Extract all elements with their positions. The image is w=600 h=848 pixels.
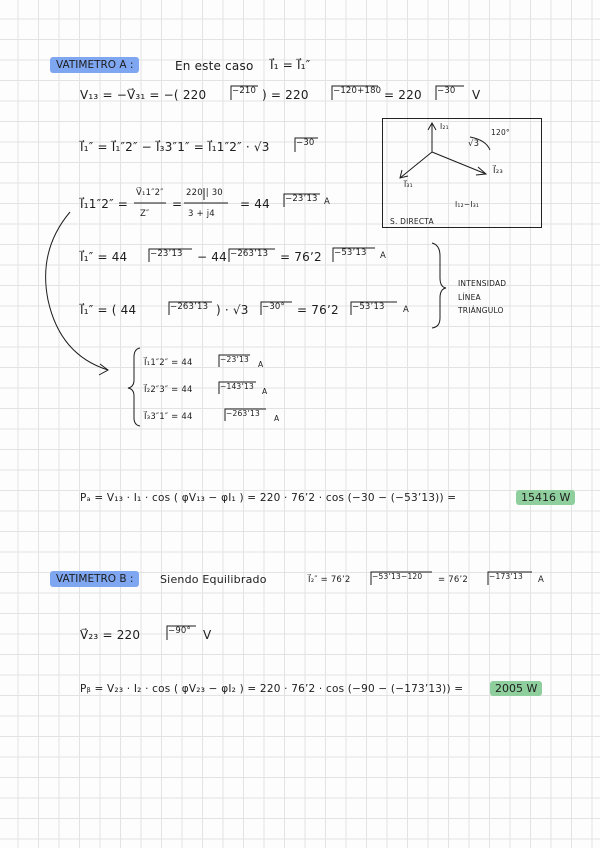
- pa-formula: Pₐ = V₁₃ · I₁ · cos ( φV₁₃ − φI₁ ) = 220 · 76ʼ2 · cos (−30 − (−53ʼ13)) =: [80, 492, 457, 504]
- v13-angle-2: −120+180: [333, 86, 382, 96]
- v13-angle-3: −30: [437, 86, 456, 96]
- diagram-label-i12: I₁₂−I₃₁: [455, 200, 480, 209]
- v23-unit: V: [203, 628, 212, 642]
- list-item-2-angle: −143ʼ13: [220, 382, 254, 391]
- i1-angle: −30: [296, 138, 315, 148]
- list-item-1-lhs: I⃗₁1″2″ = 44: [144, 358, 193, 368]
- frac1-num: V⃗₁1″2″: [136, 188, 164, 198]
- i2-unit: A: [538, 575, 545, 585]
- i12-result: = 44: [240, 197, 270, 211]
- i2-line: I⃗₂″ = 76ʼ2: [308, 575, 351, 585]
- i1b-angle-3: −53ʼ13: [352, 302, 385, 312]
- pb-result: 2005 W: [490, 681, 542, 696]
- i12-unit: A: [324, 197, 331, 207]
- list-item-2-lhs: I⃗₂2″3″ = 44: [144, 385, 193, 395]
- diagram-label-sequence: S. DIRECTA: [390, 217, 434, 226]
- i12-angle: −23ʼ13: [285, 194, 318, 204]
- v23-angle: −90°: [168, 626, 191, 636]
- pa-result: 15416 W: [516, 490, 575, 505]
- v13-mid: ) = 220: [262, 88, 309, 102]
- v13-angle-1: −210: [232, 86, 257, 96]
- i1b-line: I⃗₁″ = ( 44: [80, 303, 137, 317]
- list-item-3-lhs: I⃗₃3″1″ = 44: [144, 412, 193, 422]
- section-b-label: VATIMETRO B :: [50, 571, 139, 587]
- list-item-1-angle: −23ʼ13: [220, 355, 249, 364]
- section-a-intro: En este caso: [175, 59, 254, 73]
- section-a-label: VATIMETRO A :: [50, 57, 139, 73]
- v23-line: V⃗₂₃ = 220: [80, 628, 141, 642]
- i1pp-line: I⃗₁″ = 44: [80, 250, 128, 264]
- i12-lhs: I⃗₁1″2″ =: [80, 197, 129, 211]
- v13-unit: V: [472, 88, 481, 102]
- brace-note-3: TRIÁNGULO: [458, 306, 504, 315]
- section-b-intro: Siendo Equilibrado: [160, 573, 267, 586]
- i1b-mid: ) · √3: [216, 303, 249, 317]
- diagram-label-angle: 120°: [491, 128, 510, 137]
- i1pp-angle-3: −53ʼ13: [334, 248, 367, 258]
- pb-formula: Pᵦ = V₂₃ · I₂ · cos ( φV₂₃ − φI₂ ) = 220 · 76ʼ2 · cos (−90 − (−173ʼ13)) =: [80, 683, 464, 695]
- i2-angle-2: −173ʼ13: [489, 572, 523, 581]
- i1b-angle-1: −263ʼ13: [170, 302, 209, 312]
- diagram-label-i31: I⃗₃₁: [404, 180, 413, 189]
- list-item-2-unit: A: [262, 387, 268, 396]
- list-item-3-unit: A: [274, 414, 280, 423]
- i1pp-angle-1: −23ʼ13: [150, 249, 183, 259]
- i1pp-unit: A: [380, 251, 387, 261]
- list-item-3-angle: −263ʼ13: [226, 409, 260, 418]
- frac1-den: Z″: [140, 209, 150, 219]
- diagram-label-i21: I₂₁: [440, 122, 449, 131]
- brace-note-1: INTENSIDAD: [458, 279, 507, 288]
- brace-note-2: LÍNEA: [458, 293, 481, 302]
- i2-angle-1: −53ʼ13−120: [372, 572, 423, 581]
- frac2-num: 220 | 30: [186, 188, 223, 198]
- i2-eq: = 76ʼ2: [438, 575, 468, 585]
- diagram-label-i23: I⃗₂₃: [493, 166, 503, 176]
- i1b-unit: A: [403, 305, 410, 315]
- frac-eq: =: [172, 197, 183, 211]
- section-a-intro-eq: I⃗₁ = I⃗₁″: [270, 58, 311, 72]
- i1pp-angle-2: −263ʼ13: [230, 249, 269, 259]
- i1-line: I⃗₁″ = I⃗₁″2″ − I⃗₃3″1″ = I⃗₁1″2″ · √3: [80, 140, 270, 154]
- v13-eq: = 220: [384, 88, 422, 102]
- list-item-1-unit: A: [258, 360, 264, 369]
- i1pp-eq: = 76ʼ2: [280, 250, 322, 264]
- i1pp-mid: − 44: [197, 250, 227, 264]
- frac2-den: 3 + j4: [188, 209, 215, 219]
- v13-lhs: V₁₃ = −V⃗₃₁ = −( 220: [80, 88, 207, 102]
- i1b-angle-2: −30°: [262, 302, 285, 312]
- diagram-label-sqrt: √3: [468, 139, 480, 149]
- i1b-eq: = 76ʼ2: [297, 303, 339, 317]
